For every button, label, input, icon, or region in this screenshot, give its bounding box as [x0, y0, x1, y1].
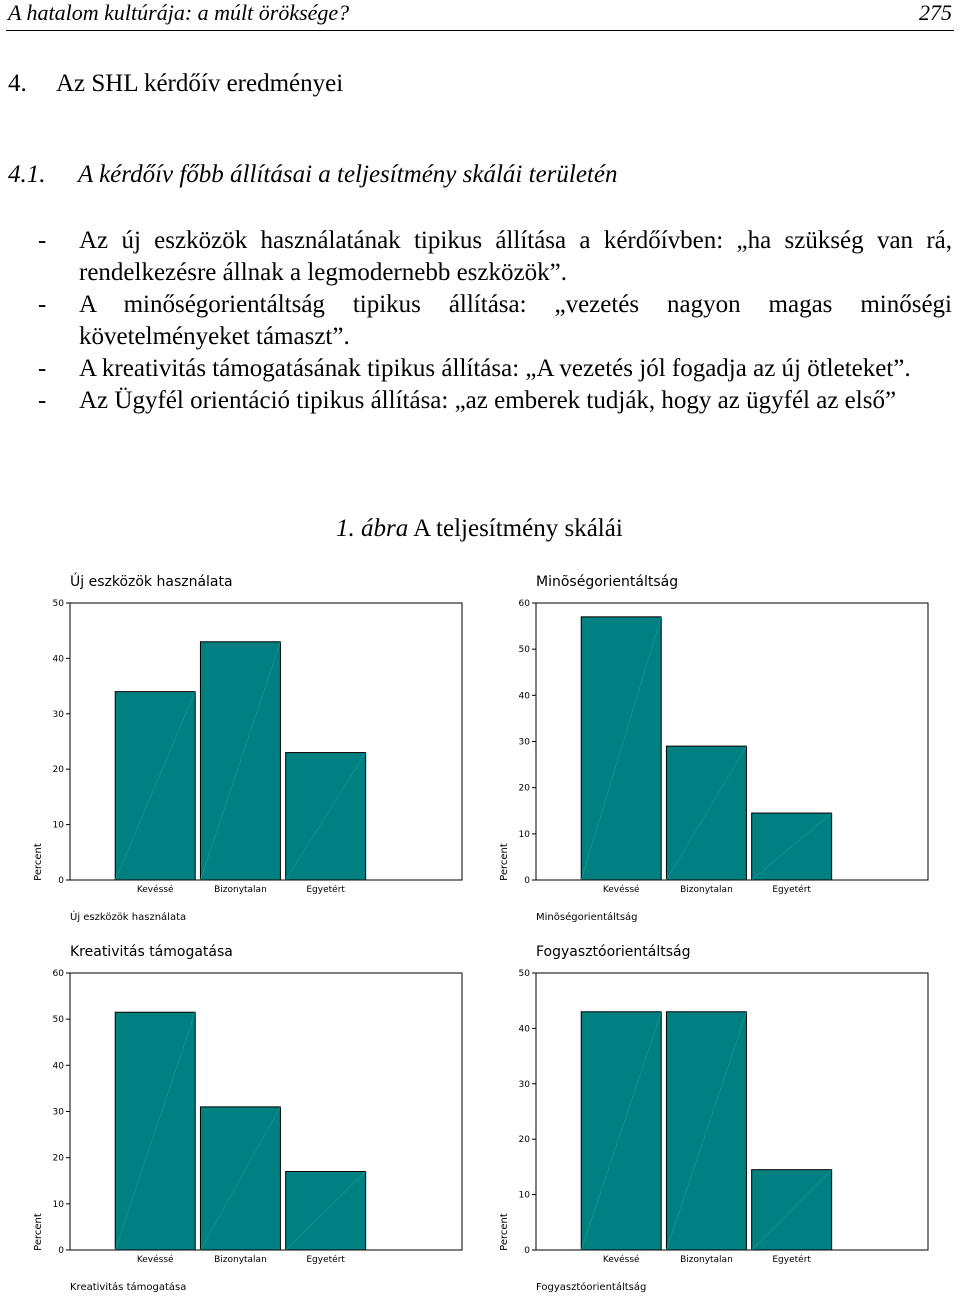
chart-title: Új eszközök használata	[70, 574, 233, 590]
x-tick-label: Egyetért	[772, 1255, 811, 1265]
chart-svg	[0, 930, 494, 1300]
figure-label: 1. ábra	[336, 515, 409, 542]
y-tick-label: 50	[518, 969, 530, 979]
statement-item	[8, 225, 952, 289]
y-tick-label: 30	[518, 1079, 530, 1090]
x-tick-label: Bizonytalan	[680, 885, 733, 895]
statement-list	[8, 225, 952, 417]
y-tick-label: 10	[52, 820, 64, 831]
statement-item	[8, 289, 952, 353]
y-tick-label: 20	[518, 1135, 530, 1146]
list-dash: -	[38, 227, 47, 254]
figure-caption-text: A teljesítmény skálái	[413, 515, 623, 542]
page-number: 275	[919, 0, 952, 25]
x-tick-label: Egyetért	[306, 885, 345, 895]
y-tick-label: 40	[52, 654, 64, 665]
list-dash: -	[38, 387, 47, 414]
chart-title: Kreativitás támogatása	[70, 944, 233, 960]
statement-text: Az Ügyfél orientáció tipikus állítása: „az emberek tudják, hogy az ügyfél az első”	[79, 387, 897, 414]
y-tick-label: 10	[52, 1199, 64, 1210]
chart-uj-eszkozok	[0, 560, 494, 930]
chart-svg	[466, 560, 960, 930]
subsection-heading	[8, 161, 617, 189]
y-tick-label: 0	[58, 1246, 64, 1256]
y-tick-label: 10	[518, 829, 530, 840]
section-title: Az SHL kérdőív eredményei	[56, 70, 344, 97]
statement-item	[8, 353, 952, 385]
x-tick-label: Egyetért	[772, 885, 811, 895]
figure-caption	[0, 515, 960, 543]
x-axis-label: Minõségorientáltság	[536, 912, 638, 923]
y-tick-label: 30	[52, 1107, 64, 1118]
y-tick-label: 0	[524, 876, 530, 886]
chart-kreativitas	[0, 930, 494, 1300]
y-tick-label: 40	[518, 691, 530, 702]
y-tick-label: 0	[58, 876, 64, 886]
chart-svg	[466, 930, 960, 1300]
x-tick-label: Kevéssé	[602, 885, 640, 895]
statement-text: A minőségorientáltság tipikus állítása: „vezetés nagyon magas minőségi követelményeket támaszt”.	[79, 291, 952, 350]
x-tick-label: Egyetért	[306, 1255, 345, 1265]
y-tick-label: 50	[518, 645, 530, 656]
y-tick-label: 20	[518, 783, 530, 794]
x-tick-label: Kevéssé	[136, 1255, 174, 1265]
chart-title: Minõségorientáltság	[536, 574, 679, 590]
x-tick-label: Bizonytalan	[214, 885, 267, 895]
y-tick-label: 50	[52, 1015, 64, 1026]
y-tick-label: 10	[518, 1190, 530, 1201]
y-tick-label: 40	[52, 1061, 64, 1072]
subsection-title: A kérdőív főbb állításai a teljesítmény skálái területén	[78, 161, 618, 188]
y-tick-label: 40	[518, 1024, 530, 1035]
x-tick-label: Bizonytalan	[214, 1255, 267, 1265]
y-axis-label: Percent	[499, 1213, 510, 1251]
section-heading	[8, 70, 343, 98]
chart-minosegorientaltsag	[466, 560, 960, 930]
y-tick-label: 0	[524, 1246, 530, 1256]
x-axis-label: Kreativitás támogatása	[70, 1282, 187, 1293]
y-axis-label: Percent	[33, 843, 44, 881]
y-tick-label: 50	[52, 599, 64, 609]
y-axis-label: Percent	[33, 1213, 44, 1251]
section-number: 4.	[8, 70, 27, 97]
x-tick-label: Kevéssé	[136, 885, 174, 895]
running-head-title: A hatalom kultúrája: a múlt öröksége?	[8, 0, 350, 25]
chart-title: Fogyasztóorientáltság	[536, 944, 691, 960]
y-tick-label: 20	[52, 765, 64, 776]
y-tick-label: 60	[518, 599, 530, 609]
statement-text: Az új eszközök használatának tipikus állítása a kérdőívben: „ha szükség van rá, rendelkezésre állnak a legmodernebb eszközök”.	[79, 227, 952, 286]
x-axis-label: Fogyasztóorientáltság	[536, 1282, 647, 1293]
y-tick-label: 60	[52, 969, 64, 979]
chart-fogyasztoorientaltsag	[466, 930, 960, 1300]
x-axis-label: Új eszközök használata	[70, 912, 187, 923]
subsection-number: 4.1.	[8, 161, 46, 188]
y-tick-label: 30	[52, 709, 64, 720]
list-dash: -	[38, 355, 47, 382]
x-tick-label: Bizonytalan	[680, 1255, 733, 1265]
list-dash: -	[38, 291, 47, 318]
x-tick-label: Kevéssé	[602, 1255, 640, 1265]
statement-text: A kreativitás támogatásának tipikus állítása: „A vezetés jól fogadja az új ötleteket”.	[79, 355, 911, 382]
y-tick-label: 30	[518, 737, 530, 748]
y-tick-label: 20	[52, 1153, 64, 1164]
statement-item	[8, 385, 952, 417]
running-head	[6, 0, 954, 31]
y-axis-label: Percent	[499, 843, 510, 881]
chart-svg	[0, 560, 494, 930]
